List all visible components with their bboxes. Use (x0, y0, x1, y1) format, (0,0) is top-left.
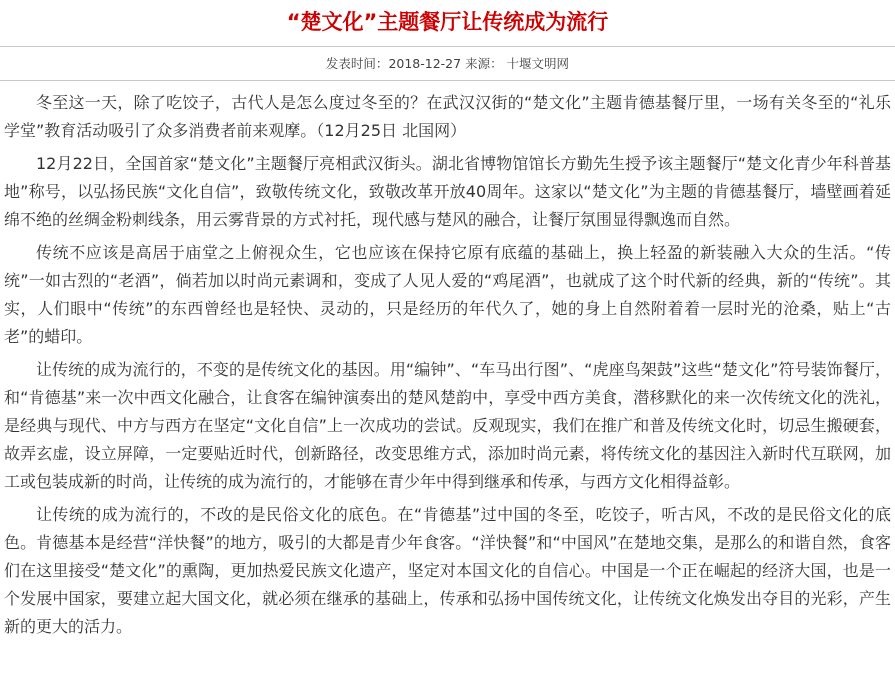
publish-time-label: 发表时间： (325, 56, 389, 71)
article-meta (0, 47, 895, 80)
article-title: “楚文化”主题餐厅让传统成为流行 (286, 10, 609, 34)
paragraph-5: 让传统的成为流行的，不改的是民俗文化的底色。在“肯德基”过中国的冬至，吃饺子，听古风，不改的是民俗文化的底色。肯德基本是经营“洋快餐”的地方，吸引的大都是青少年食客。“洋快餐”和“中国风”在楚地交集，是那么的和谐自然，食客们在这里接受“楚文化”的熏陶，更加热爱民族文化遗产，坚定对本国文化的自信心。中国是一个正在崛起的经济大国，也是一个发展中国家，要建立起大国文化，就必须在继承的基础上，传承和弘扬中国传统文化，让传统文化焕发出夺目的光彩，产生新的更大的活力。 (4, 505, 891, 636)
paragraph-2: 12月22日，全国首家“楚文化”主题餐厅亮相武汉街头。湖北省博物馆馆长方勤先生授予该主题餐厅“楚文化青少年科普基地”称号，以弘扬民族“文化自信”，致敬传统文化，致敬改革开放40周年。这家以“楚文化”为主题的肯德基餐厅，墙壁画着延绵不绝的丝绸金粉刺线条，用云雾背景的方式衬托，现代感与楚风的融合，让餐厅氛围显得飘逸而自然。 (4, 154, 891, 229)
article-body (0, 81, 895, 664)
paragraph-1: 冬至这一天，除了吃饺子，古代人是怎么度过冬至的？在武汉汉街的“楚文化”主题肯德基餐厅里，一场有关冬至的“礼乐学堂”教育活动吸引了众多消费者前来观摩。（12月25日 北国网） (4, 93, 891, 140)
paragraph-3: 传统不应该是高居于庙堂之上俯视众生，它也应该在保持它原有底蕴的基础上，换上轻盈的新装融入大众的生活。“传统”一如古烈的“老酒”，倘若加以时尚元素调和，变成了人见人爱的“鸡尾酒”，也就成了这个时代新的经典，新的“传统”。其实，人们眼中“传统”的东西曾经也是轻快、灵动的，只是经历的年代久了，她的身上自然附着着一层时光的沧桑，贴上“古老”的蜡印。 (4, 243, 891, 346)
paragraph-4: 让传统的成为流行的，不变的是传统文化的基因。用“编钟”、“车马出行图”、“虎座鸟架鼓”这些“楚文化”符号装饰餐厅，和“肯德基”来一次中西文化融合，让食客在编钟演奏出的楚风楚韵中，享受中西方美食，潜移默化的来一次传统文化的洗礼，是经典与现代、中方与西方在坚定“文化自信”上一次成功的尝试。反观现实，我们在推广和普及传统文化时，切忌生搬硬套，故弄玄虚，设立屏障，一定要贴近时代，创新路径，改变思维方式，添加时尚元素，将传统文化的基因注入新时代互联网，加工或包装成新的时尚，让传统的成为流行的，才能够在青少年中得到继承和传承，与西方文化相得益彰。 (4, 360, 891, 491)
publish-date: 2018-12-27 (388, 56, 462, 71)
source-label: 来源： (461, 56, 507, 71)
source-name: 十堰文明网 (506, 56, 570, 71)
